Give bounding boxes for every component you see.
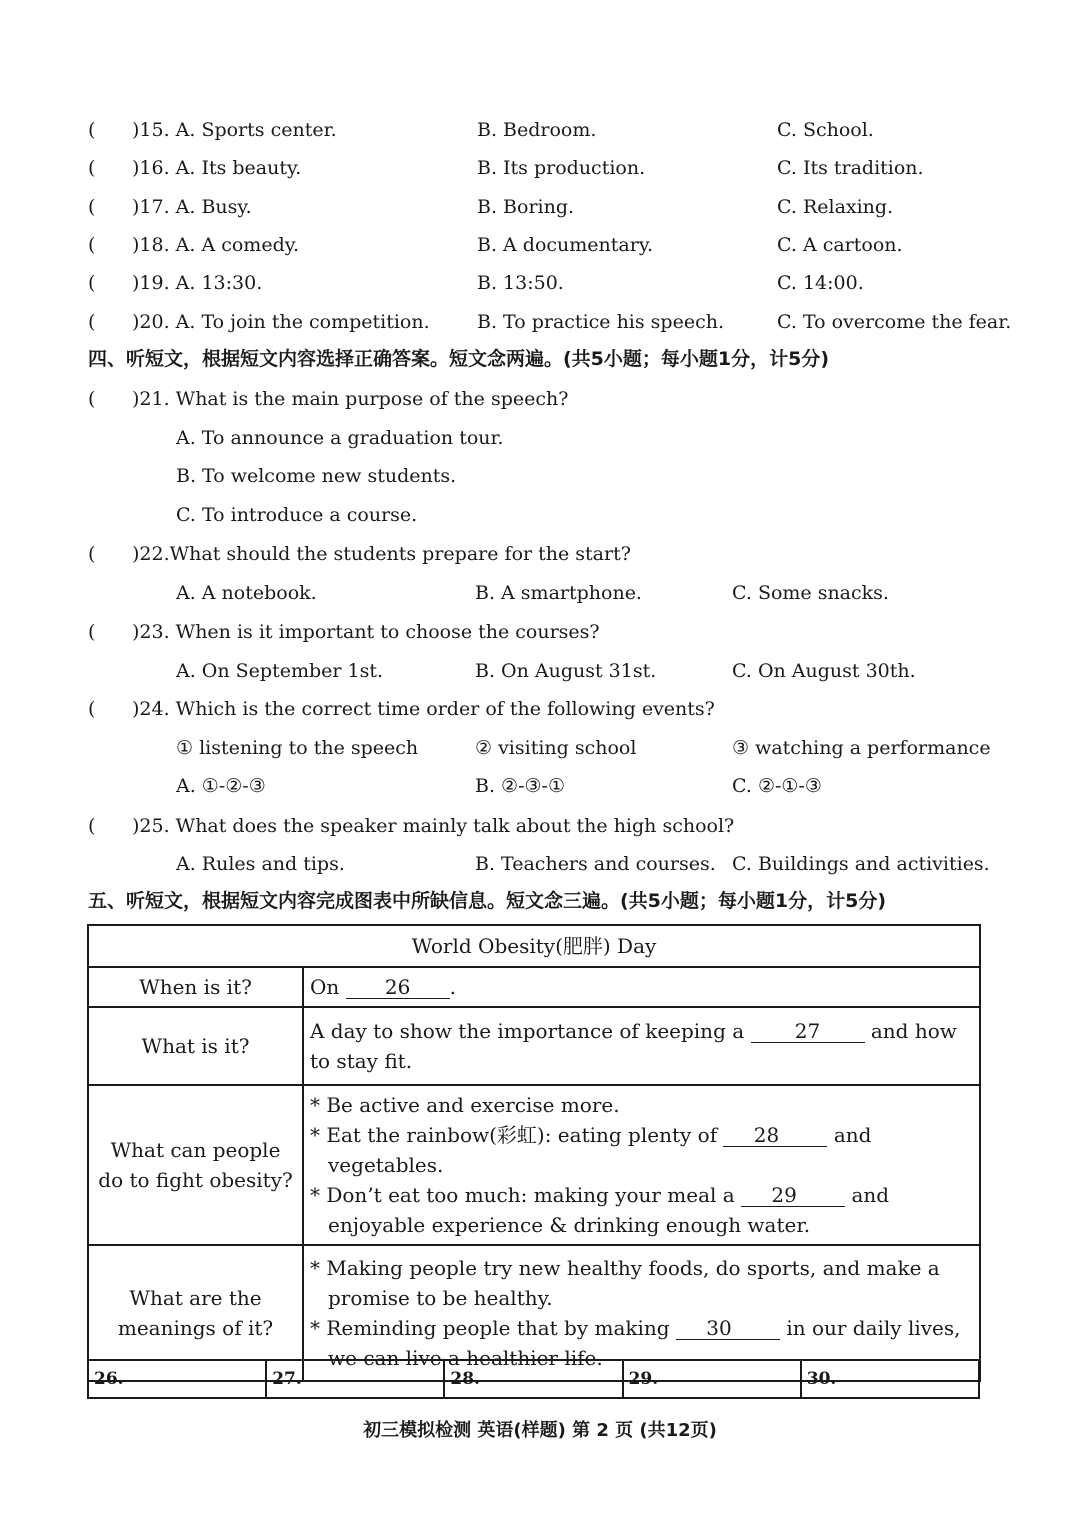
q18-option-a: )18. A. A comedy.	[132, 234, 299, 256]
answer-paren: (	[88, 272, 96, 294]
q20-option-a: )20. A. To join the competition.	[132, 311, 430, 333]
answer-cell-29[interactable]: 29.	[623, 1360, 801, 1398]
fight-bullet-1: * Be active and exercise more.	[310, 1093, 620, 1117]
answer-cell-26[interactable]: 26.	[88, 1360, 266, 1398]
q24-option-a: A. ①-②-③	[176, 775, 266, 797]
q25-option-c: C. Buildings and activities.	[732, 853, 990, 875]
q16-option-a: )16. A. Its beauty.	[132, 157, 302, 179]
q16-option-b: B. Its production.	[477, 157, 646, 179]
q25-option-b: B. Teachers and courses.	[475, 853, 716, 875]
answer-paren: (	[88, 157, 96, 179]
q18-option-c: C. A cartoon.	[777, 234, 903, 256]
page-footer: 初三模拟检测 英语(样题) 第 2 页 (共12页)	[363, 1420, 717, 1441]
q22-option-b: B. A smartphone.	[475, 582, 642, 604]
q21-option-a: A. To announce a graduation tour.	[176, 427, 504, 449]
blank-26[interactable]: 26	[346, 976, 450, 999]
table-title: World Obesity(肥胖) Day	[88, 925, 980, 967]
q25-option-a: A. Rules and tips.	[176, 853, 345, 875]
blank-30[interactable]: 30	[676, 1317, 780, 1340]
row-question-when: When is it?	[88, 967, 303, 1007]
answer-paren: (	[88, 311, 96, 333]
q24-stem: )24. Which is the correct time order of the following events?	[132, 698, 715, 720]
row-question-what: What is it?	[88, 1007, 303, 1085]
row-answer-fight	[303, 1085, 980, 1245]
answer-paren: (	[88, 815, 96, 837]
q15-option-b: B. Bedroom.	[477, 119, 597, 141]
blank-29[interactable]: 29	[741, 1184, 845, 1207]
row-question-meanings: What are the meanings of it?	[88, 1245, 303, 1381]
q17-option-a: )17. A. Busy.	[132, 196, 252, 218]
meaning-bullet-2: * Reminding people that by making 30 in our daily lives, we can live a healthier life.	[310, 1316, 961, 1370]
q23-option-a: A. On September 1st.	[176, 660, 384, 682]
q24-event-3: ③ watching a performance	[732, 737, 991, 759]
q20-option-b: B. To practice his speech.	[477, 311, 724, 333]
q17-option-b: B. Boring.	[477, 196, 575, 218]
answer-paren: (	[88, 543, 96, 565]
answer-paren: (	[88, 119, 96, 141]
q20-option-c: C. To overcome the fear.	[777, 311, 1012, 333]
obesity-info-table	[87, 924, 981, 1382]
q21-option-b: B. To welcome new students.	[176, 465, 457, 487]
section5-heading: 五、听短文，根据短文内容完成图表中所缺信息。短文念三遍。(共5小题；每小题1分，计5分)	[88, 890, 887, 912]
row-answer-when: On 26 .	[303, 967, 980, 1007]
blank-27[interactable]: 27	[751, 1020, 865, 1043]
q15-option-a: )15. A. Sports center.	[132, 119, 337, 141]
q24-event-2: ② visiting school	[475, 737, 637, 759]
answer-cell-27[interactable]: 27.	[266, 1360, 444, 1398]
fight-bullet-3: * Don’t eat too much: making your meal a 29 and enjoyable experience & drinking enough water.	[310, 1183, 890, 1237]
answer-paren: (	[88, 234, 96, 256]
q19-option-c: C. 14:00.	[777, 272, 864, 294]
q15-option-c: C. School.	[777, 119, 874, 141]
answer-paren: (	[88, 698, 96, 720]
answer-cell-30[interactable]: 30.	[801, 1360, 979, 1398]
answer-row-table	[87, 1359, 980, 1399]
q24-option-b: B. ②-③-①	[475, 775, 565, 797]
q25-stem: )25. What does the speaker mainly talk about the high school?	[132, 815, 735, 837]
q23-stem: )23. When is it important to choose the courses?	[132, 621, 600, 643]
answer-paren: (	[88, 621, 96, 643]
q22-option-c: C. Some snacks.	[732, 582, 889, 604]
meaning-bullet-1: * Making people try new healthy foods, do sports, and make a promise to be healthy.	[310, 1256, 940, 1310]
q22-stem: )22.What should the students prepare for the start?	[132, 543, 631, 565]
q23-option-b: B. On August 31st.	[475, 660, 657, 682]
section4-heading: 四、听短文，根据短文内容选择正确答案。短文念两遍。(共5小题；每小题1分，计5分)	[88, 348, 830, 370]
q24-option-c: C. ②-①-③	[732, 775, 822, 797]
row-question-fight: What can people do to fight obesity?	[88, 1085, 303, 1245]
q18-option-b: B. A documentary.	[477, 234, 654, 256]
q16-option-c: C. Its tradition.	[777, 157, 924, 179]
row-answer-what: A day to show the importance of keeping a 27 and how to stay fit.	[303, 1007, 980, 1085]
q21-option-c: C. To introduce a course.	[176, 504, 418, 526]
q17-option-c: C. Relaxing.	[777, 196, 894, 218]
q19-option-b: B. 13:50.	[477, 272, 564, 294]
q24-event-1: ① listening to the speech	[176, 737, 419, 759]
answer-cell-28[interactable]: 28.	[444, 1360, 622, 1398]
fight-bullet-2: * Eat the rainbow(彩虹): eating plenty of 28 and vegetables.	[310, 1123, 872, 1177]
answer-paren: (	[88, 196, 96, 218]
blank-28[interactable]: 28	[723, 1124, 827, 1147]
answer-paren: (	[88, 388, 96, 410]
q22-option-a: A. A notebook.	[176, 582, 317, 604]
q19-option-a: )19. A. 13:30.	[132, 272, 263, 294]
q21-stem: )21. What is the main purpose of the speech?	[132, 388, 569, 410]
q23-option-c: C. On August 30th.	[732, 660, 916, 682]
